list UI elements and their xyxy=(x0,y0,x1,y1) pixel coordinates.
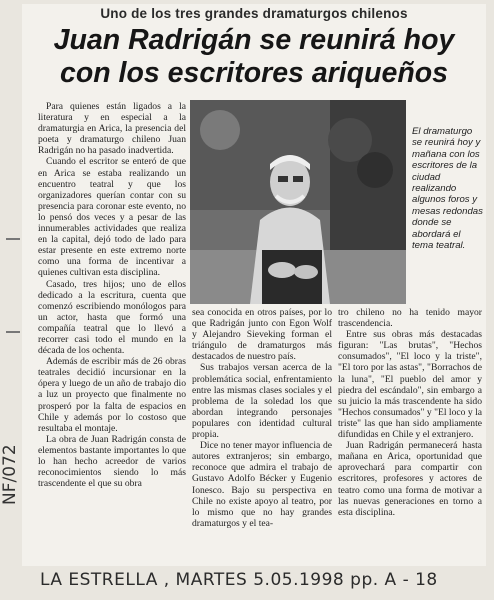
newspaper-clipping xyxy=(22,4,486,566)
source-handwritten-note: LA ESTRELLA , MARTES 5.05.1998 pp. A - 18 xyxy=(40,570,438,590)
margin-tick xyxy=(6,331,20,333)
col2-paragraph: sea conocida en otros países, por lo que Radrigán junto con Egon Wolf y Alejandro Sieveking forman el triángulo de dramaturgos más destacados de nuestro país. xyxy=(192,307,332,363)
col2-paragraph: Sus trabajos versan acerca de la problemática social, enfrentamiento entre las mismas clases sociales y el problema de la soledad los que abordan integrando personajes populares con identidad cultural propia. xyxy=(192,362,332,441)
column-3 xyxy=(338,307,482,518)
article-headline xyxy=(26,24,482,90)
photo-illustration xyxy=(190,100,406,304)
col3-paragraph: tro chileno no ha tenido mayor trascendencia. xyxy=(338,307,482,330)
col3-paragraph: Entre sus obras más destacadas figuran: "Las brutas", "Hechos consumados", "El loco y la triste", "El toro por las astas", "Borrachos de la luna", "El pueblo del amor y piedra del escándalo", sin embargo a su juicio la más trascendente ha sido "Hechos consumados" y "El loco y la triste" las que han sido ampliamente difundidas en Chile y el extranjero. xyxy=(338,329,482,441)
margin-tick xyxy=(6,238,20,240)
col1-paragraph: Cuando el escritor se enteró de que en Arica se estaba realizando un encuentro teatral y que los organizadores querían contar con su presencia para coronar este evento, no lo pensó dos veces y a pesar de las innumerables actividades que realiza en la capital, dejó todo de lado para estar presente en este extremo norte como una forma de incentivar a quienes cultivan esta disciplina. xyxy=(38,156,186,279)
photo-caption: El dramaturgo se reunirá hoy y mañana con los escritores de la ciudad realizando algunos foros y mesas redondas donde se abordará el tema teatral. xyxy=(412,126,483,252)
column-1 xyxy=(38,101,186,489)
col2-paragraph: Dice no tener mayor influencia de autores extranjeros; sin embargo, reconoce que admira el trabajo de Gustavo Adolfo Bécker y Eugenio Ionesco. Bajo su perspectiva en Chile no existe apoyo al teatro, por lo mismo que no hay grandes dramaturgos y el tea- xyxy=(192,440,332,529)
col3-paragraph: Juan Radrigán permanecerá hasta mañana en Arica, oportunidad que aprovechará para compartir con escritores, profesores y actores de teatro como una forma de motivar a las nuevas generaciones en torno a esta disciplina. xyxy=(338,440,482,518)
article-kicker: Uno de los tres grandes dramaturgos chilenos xyxy=(100,6,408,21)
headline-line-1: Juan Radrigán se reunirá hoy xyxy=(53,24,455,56)
archive-code-handwritten: NF/072 xyxy=(0,444,20,505)
column-2 xyxy=(192,307,332,529)
col1-paragraph: Además de escribir más de 26 obras teatrales decidió incursionar en la ópera y luego de un año de trabajo dio a luz un proyecto que finalmente no prosperó por la falta de espacios en Chile y además por lo costoso que resultaba el montaje. xyxy=(38,356,186,434)
author-photo xyxy=(190,100,406,304)
col1-paragraph: La obra de Juan Radrigán consta de elementos bastante importantes lo que lo han hecho acreedor de varios reconocimientos siendo lo más trascendente el que su obra xyxy=(38,433,186,490)
headline-line-2: con los escritores ariqueños xyxy=(59,57,449,89)
col1-paragraph: Para quienes están ligados a la literatura y en especial a la dramaturgia en Arica, la presencia del poeta y dramaturgo chileno Juan Radrigán no ha pasado inadvertida. xyxy=(38,101,186,157)
col1-paragraph: Casado, tres hijos; uno de ellos dedicado a la escritura, cuenta que comenzó escribiendo monólogos para un actor, hasta que formó una compañía teatral que lo llevó a recorrer casi todo el mundo en la década de los ochenta. xyxy=(38,278,186,357)
